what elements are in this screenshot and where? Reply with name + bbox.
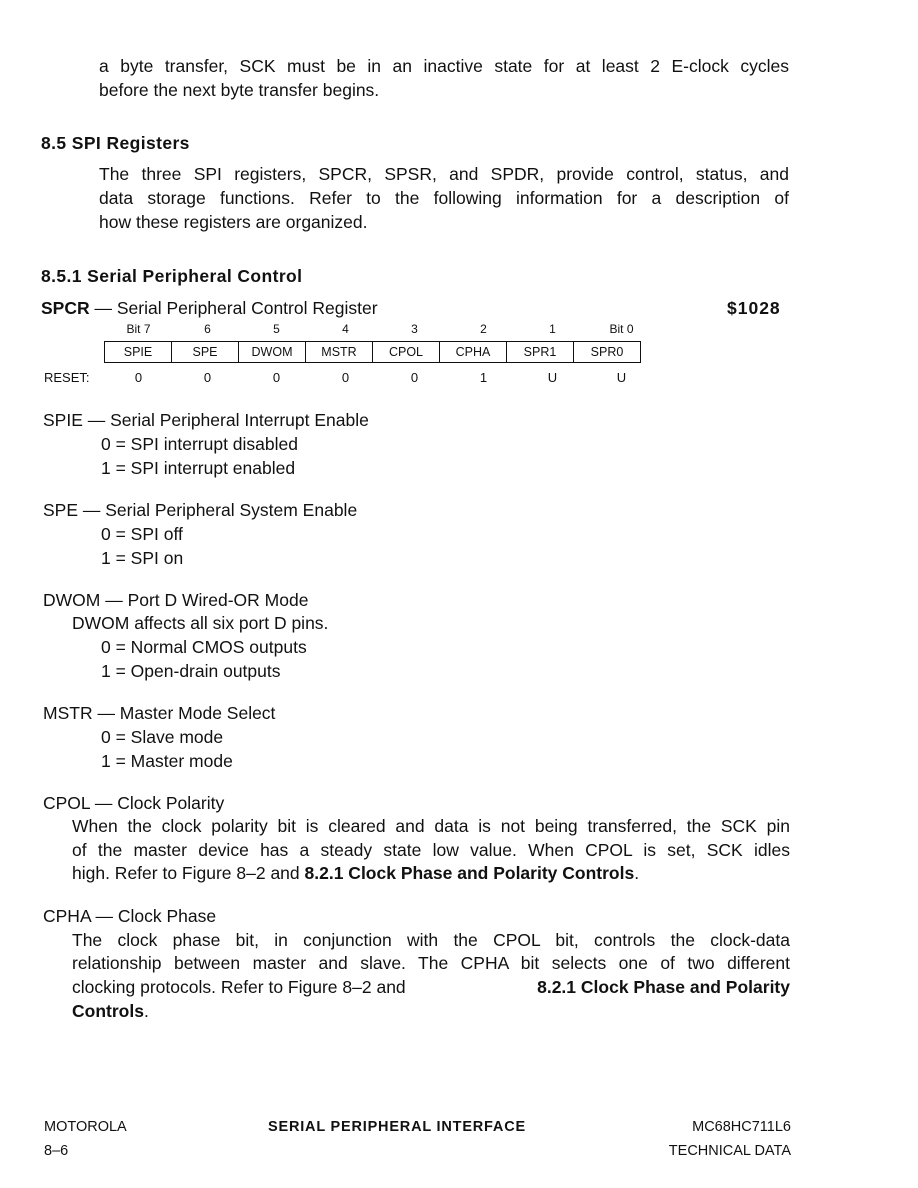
dwom-option-0: 0 = Normal CMOS outputs bbox=[101, 637, 307, 657]
spe-option-1: 1 = SPI on bbox=[101, 548, 184, 568]
section-8-5-para-line-1: The three SPI registers, SPCR, SPSR, and SPDR, provide control, status, and bbox=[99, 164, 789, 184]
register-bit-cell: DWOM bbox=[239, 342, 306, 363]
register-bit-cell: SPIE bbox=[105, 342, 172, 363]
reset-value: 1 bbox=[479, 370, 488, 385]
register-bit-cell: CPOL bbox=[373, 342, 440, 363]
bit-number: 6 bbox=[204, 322, 211, 336]
dwom-title: DWOM — Port D Wired-OR Mode bbox=[43, 590, 309, 610]
reset-value: 0 bbox=[410, 370, 419, 385]
reset-value: 0 bbox=[272, 370, 281, 385]
register-bit-cell: CPHA bbox=[440, 342, 507, 363]
reset-value-row bbox=[104, 370, 656, 385]
cpha-title: CPHA — Clock Phase bbox=[43, 906, 217, 926]
bit-number: Bit 0 bbox=[609, 322, 634, 336]
footer-page-number: 8–6 bbox=[44, 1143, 69, 1159]
spe-title: SPE — Serial Peripheral System Enable bbox=[43, 500, 358, 520]
cpha-line-1: The clock phase bit, in conjunction with the CPOL bit, controls the clock-data bbox=[72, 930, 790, 950]
footer-part-number: MC68HC711L6 bbox=[692, 1119, 791, 1135]
spie-option-0: 0 = SPI interrupt disabled bbox=[101, 434, 298, 454]
cpol-line-1: When the clock polarity bit is cleared and data is not being transferred, the SCK pin bbox=[72, 816, 790, 836]
reset-value: U bbox=[547, 370, 558, 385]
register-address: $1028 bbox=[727, 298, 781, 318]
register-bit-cell: SPE bbox=[172, 342, 239, 363]
cpha-line-4 bbox=[72, 999, 149, 1023]
register-title bbox=[41, 296, 378, 320]
section-8-5-para-line-2: data storage functions. Refer to the following information for a description of bbox=[99, 188, 789, 208]
cpol-title: CPOL — Clock Polarity bbox=[43, 793, 225, 813]
bit-number: 4 bbox=[342, 322, 349, 336]
bit-number: 5 bbox=[273, 322, 280, 336]
cpol-reference-link: 8.2.1 Clock Phase and Polarity Controls bbox=[304, 863, 635, 883]
cpol-line-3 bbox=[72, 861, 639, 885]
intro-line-2: before the next byte transfer begins. bbox=[99, 80, 380, 100]
footer-company: MOTOROLA bbox=[44, 1119, 127, 1135]
spe-option-0: 0 = SPI off bbox=[101, 524, 183, 544]
reset-value: U bbox=[616, 370, 627, 385]
cpol-line-3-period: . bbox=[634, 863, 640, 883]
cpha-reference-link-cont: Controls bbox=[72, 1001, 144, 1021]
register-bit-cell: MSTR bbox=[306, 342, 373, 363]
reset-value: 0 bbox=[134, 370, 143, 385]
dwom-note: DWOM affects all six port D pins. bbox=[72, 613, 329, 633]
register-description: — Serial Peripheral Control Register bbox=[89, 298, 378, 318]
section-8-5-para-line-3: how these registers are organized. bbox=[99, 212, 368, 232]
section-8-5-heading: 8.5 SPI Registers bbox=[41, 133, 190, 153]
footer-doc-type: TECHNICAL DATA bbox=[668, 1143, 791, 1159]
reset-label: RESET: bbox=[44, 370, 90, 385]
intro-line-1: a byte transfer, SCK must be in an inactive state for at least 2 E-clock cycles bbox=[99, 56, 789, 76]
reset-value: 0 bbox=[203, 370, 212, 385]
mstr-option-1: 1 = Master mode bbox=[101, 751, 233, 771]
spie-title: SPIE — Serial Peripheral Interrupt Enable bbox=[43, 410, 369, 430]
footer-section-title: SERIAL PERIPHERAL INTERFACE bbox=[268, 1119, 526, 1135]
register-name: SPCR bbox=[41, 298, 90, 318]
cpha-line-2: relationship between master and slave. The CPHA bit selects one of two different bbox=[72, 953, 790, 973]
bit-number: 1 bbox=[549, 322, 556, 336]
cpol-line-3-text: high. Refer to Figure 8–2 and bbox=[72, 863, 305, 883]
cpha-line-4-period: . bbox=[143, 1001, 149, 1021]
mstr-option-0: 0 = Slave mode bbox=[101, 727, 224, 747]
register-bit-cell: SPR1 bbox=[507, 342, 574, 363]
dwom-option-1: 1 = Open-drain outputs bbox=[101, 661, 281, 681]
cpol-line-2: of the master device has a steady state low value. When CPOL is set, SCK idles bbox=[72, 840, 790, 860]
register-bit-table bbox=[104, 341, 641, 363]
bit-number: Bit 7 bbox=[126, 322, 151, 336]
cpha-reference-link: 8.2.1 Clock Phase and Polarity bbox=[537, 977, 790, 997]
bit-number-row bbox=[104, 322, 656, 336]
bit-number: 3 bbox=[411, 322, 418, 336]
cpha-line-3 bbox=[72, 975, 790, 999]
bit-number: 2 bbox=[480, 322, 487, 336]
cpha-line-3-text: clocking protocols. Refer to Figure 8–2 and bbox=[72, 977, 406, 997]
register-bit-cell: SPR0 bbox=[574, 342, 641, 363]
reset-value: 0 bbox=[341, 370, 350, 385]
spie-option-1: 1 = SPI interrupt enabled bbox=[101, 458, 296, 478]
mstr-title: MSTR — Master Mode Select bbox=[43, 703, 276, 723]
section-8-5-1-heading: 8.5.1 Serial Peripheral Control bbox=[41, 266, 303, 286]
